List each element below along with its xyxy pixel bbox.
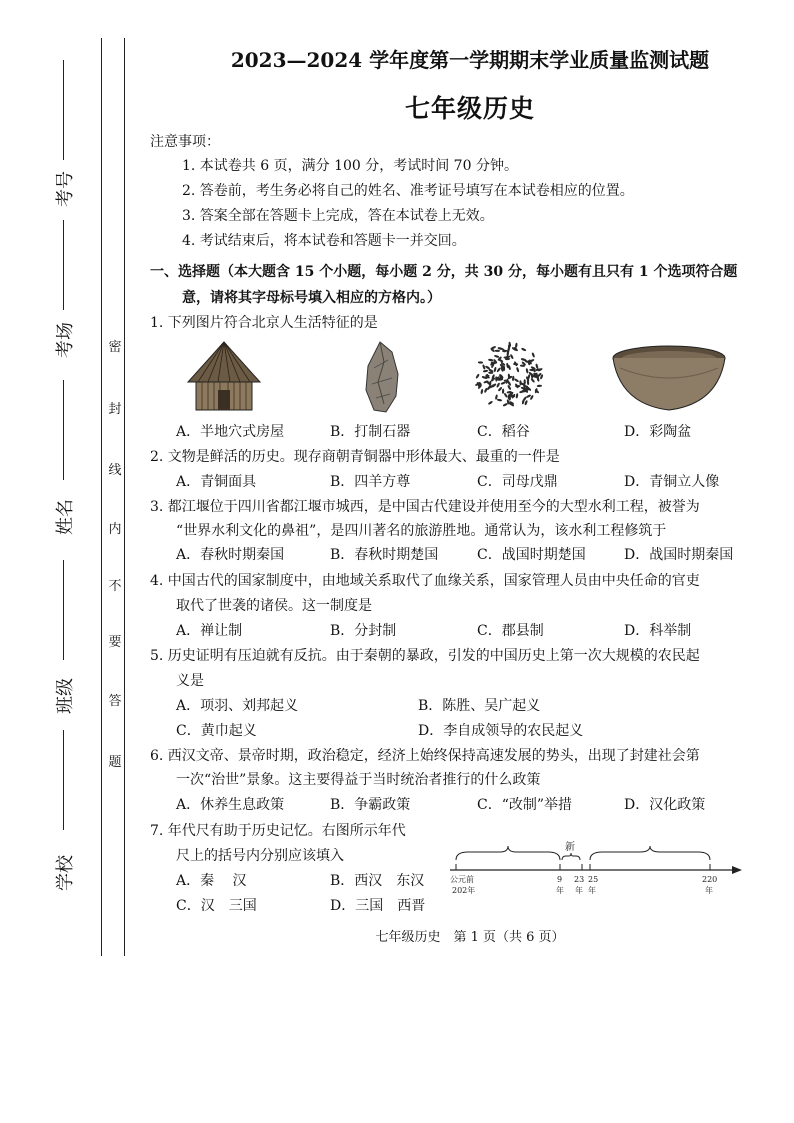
option-b[interactable]: B．春秋时期楚国	[330, 547, 439, 563]
timeline-arrowhead	[732, 866, 742, 874]
notice-item: 3. 答案全部在答题卡上完成，答在本试卷上无效。	[182, 208, 494, 224]
stone-tool-image	[358, 338, 408, 416]
option-d[interactable]: D．青铜立人像	[624, 474, 720, 490]
exam-room-label: 考场	[55, 322, 76, 358]
timeline-label: 年	[705, 886, 713, 895]
option-b[interactable]: B．陈胜、吴广起义	[418, 698, 541, 714]
question-stem-cont: 尺上的括号内分别应该填入	[176, 848, 344, 864]
timeline-label: 23	[574, 875, 585, 884]
exam-title: 2023—2024 学年度第一学期期末学业质量监测试题	[230, 48, 710, 72]
seal-char: 不	[108, 579, 122, 594]
option-b[interactable]: B．西汉 东汉	[330, 873, 425, 889]
question-stem: 1. 下列图片符合北京人生活特征的是	[150, 315, 378, 331]
option-b[interactable]: B．分封制	[330, 623, 397, 639]
option-d[interactable]: D．科举制	[624, 623, 692, 639]
option-a[interactable]: A．禅让制	[176, 623, 243, 639]
timeline-brace-right	[590, 846, 710, 860]
option-c[interactable]: C．黄巾起义	[176, 723, 257, 739]
name-label: 姓名	[55, 499, 76, 535]
class-field[interactable]	[63, 560, 64, 660]
option-d[interactable]: D．战国时期秦国	[624, 547, 734, 563]
seal-char: 要	[108, 635, 122, 650]
option-d[interactable]: D．彩陶盆	[624, 424, 692, 440]
option-a[interactable]: A．半地穴式房屋	[176, 424, 285, 440]
question-stem-cont: 一次“治世”景象。这主要得益于当时统治者推行的什么政策	[176, 772, 541, 788]
question-stem: 2. 文物是鲜活的历史。现存商朝青铜器中形体最大、最重的一件是	[150, 449, 560, 465]
exam-room-field[interactable]	[63, 220, 64, 310]
seal-char: 内	[108, 522, 122, 537]
margin-line-outer	[101, 38, 102, 956]
section-heading: 一、选择题（本大题含 15 个小题，每小题 2 分，共 30 分，每小题有且只有 1 个选项符合题	[150, 264, 738, 280]
option-a[interactable]: A．项羽、刘邦起义	[176, 698, 299, 714]
option-c[interactable]: C．稻谷	[477, 424, 530, 440]
name-field[interactable]	[63, 380, 64, 480]
hut-image	[184, 340, 264, 414]
question-stem-cont: 义是	[176, 673, 204, 689]
timeline-figure	[448, 838, 748, 900]
question-stem: 4. 中国古代的国家制度中，由地域关系取代了血缘关系，国家管理人员由中央任命的官吏	[150, 573, 700, 589]
notice-heading: 注意事项：	[150, 134, 220, 150]
notice-item: 2. 答卷前，考生务必将自己的姓名、准考证号填写在本试卷相应的位置。	[182, 183, 634, 199]
question-stem: 6. 西汉文帝、景帝时期，政治稳定，经济上始终保持高速发展的势头，出现了封建社会第	[150, 748, 700, 764]
question-stem: 3. 都江堰位于四川省都江堰市城西，是中国古代建设并使用至今的大型水利工程，被誉为	[150, 499, 700, 515]
seal-char: 线	[108, 463, 122, 478]
option-b[interactable]: B．打制石器	[330, 424, 411, 440]
option-c[interactable]: C．郡县制	[477, 623, 544, 639]
option-d[interactable]: D．汉化政策	[624, 797, 706, 813]
timeline-label: 年	[556, 886, 564, 895]
timeline-label: 9	[557, 875, 563, 884]
rice-grains-image	[470, 338, 548, 414]
seal-char: 答	[108, 694, 122, 709]
question-stem-cont: “世界水利文化的鼻祖”，是四川著名的旅游胜地。通常认为，该水利工程修筑于	[176, 523, 667, 539]
timeline-label: 年	[575, 886, 583, 895]
notice-item: 1. 本试卷共 6 页，满分 100 分，考试时间 70 分钟。	[182, 158, 518, 174]
exam-number-field[interactable]	[63, 60, 64, 160]
option-d[interactable]: D．三国 西晋	[330, 898, 426, 914]
option-c[interactable]: C．汉 三国	[176, 898, 257, 914]
timeline-label: 25	[588, 875, 599, 884]
timeline-label: 公元前	[450, 875, 474, 884]
exam-subtitle: 七年级历史	[404, 94, 535, 123]
school-label: 学校	[55, 855, 76, 891]
seal-char: 封	[108, 402, 122, 417]
option-c[interactable]: C．“改制”举措	[477, 797, 573, 813]
timeline-label: 202年	[452, 886, 476, 895]
timeline-label-xin: 新	[565, 842, 575, 853]
question-stem: 5. 历史证明有压迫就有反抗。由于秦朝的暴政，引发的中国历史上第一次大规模的农民起	[150, 648, 700, 664]
timeline-label: 220	[702, 875, 718, 884]
timeline-brace-left	[456, 846, 560, 860]
margin-line-inner	[124, 38, 125, 956]
option-a[interactable]: A．青铜面具	[176, 474, 257, 490]
pottery-basin-image	[610, 344, 728, 416]
option-c[interactable]: C．战国时期楚国	[477, 547, 586, 563]
question-stem-cont: 取代了世袭的诸侯。这一制度是	[176, 598, 372, 614]
notice-item: 4. 考试结束后，将本试卷和答题卡一并交回。	[182, 233, 466, 249]
section-heading-cont: 意，请将其字母标号填入相应的方格内。）	[182, 290, 441, 306]
option-a[interactable]: A．春秋时期秦国	[176, 547, 285, 563]
option-a[interactable]: A．休养生息政策	[176, 797, 285, 813]
question-stem: 7. 年代尺有助于历史记忆。右图所示年代	[150, 823, 406, 839]
timeline-brace-mid	[562, 853, 580, 860]
page-footer: 七年级历史 第 1 页（共 6 页）	[375, 930, 565, 945]
option-b[interactable]: B．争霸政策	[330, 797, 411, 813]
seal-char: 密	[108, 340, 122, 355]
timeline-label: 年	[588, 886, 596, 895]
school-field[interactable]	[63, 730, 64, 830]
class-label: 班级	[55, 678, 76, 714]
seal-char: 题	[108, 755, 122, 770]
exam-number-label: 考号	[55, 171, 76, 207]
option-a[interactable]: A．秦 汉	[176, 873, 247, 889]
option-b[interactable]: B．四羊方尊	[330, 474, 411, 490]
option-c[interactable]: C．司母戊鼎	[477, 474, 558, 490]
option-d[interactable]: D．李自成领导的农民起义	[418, 723, 584, 739]
